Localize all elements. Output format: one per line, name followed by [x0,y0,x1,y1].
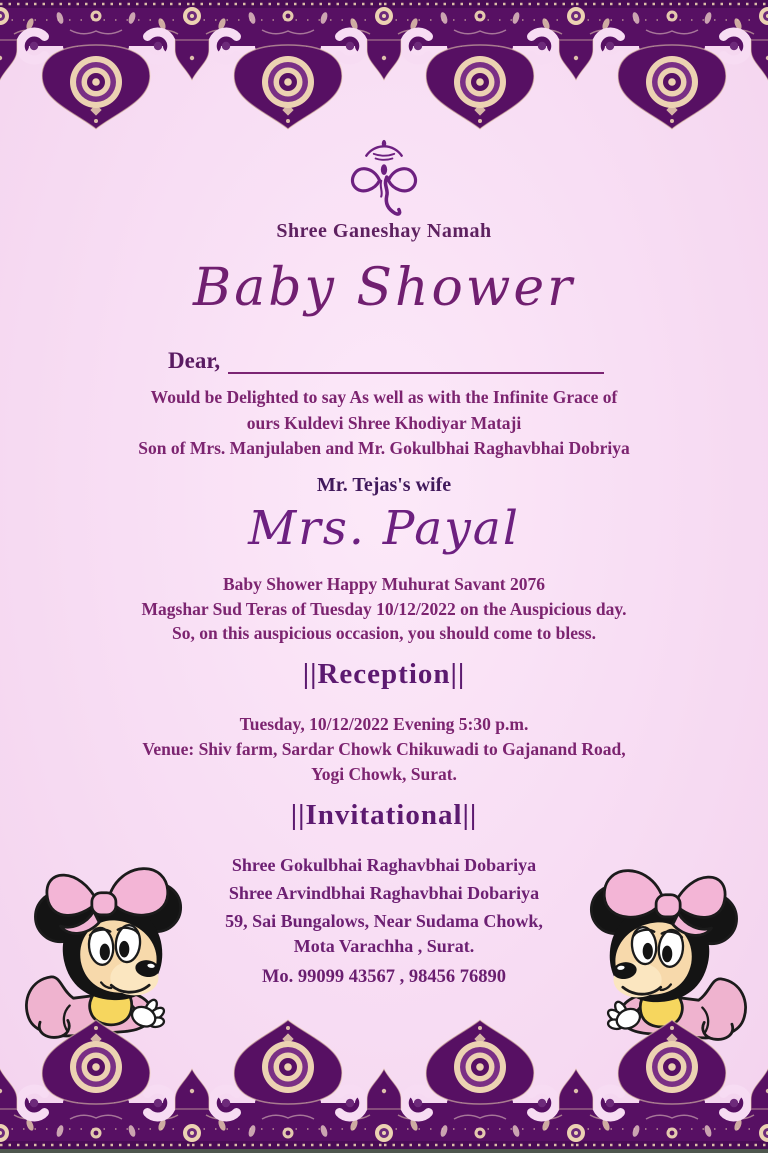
address-line-2: Mota Varachha , Surat. [293,936,475,956]
muhurat-line: Magshar Sud Teras of Tuesday 10/12/2022 on the Auspicious day. [141,598,627,619]
address-line-1: 59, Sai Bungalows, Near Sudama Chowk, [225,911,543,931]
reception-datetime: Tuesday, 10/12/2022 Evening 5:30 p.m. [239,714,529,734]
page-title: Baby Shower [193,258,575,318]
muhurat-paragraph [0,572,768,646]
contact-numbers: Mo. 99099 43567 , 98456 76890 [261,967,507,987]
intro-paragraph [0,385,768,462]
host-name-2: Shree Arvindbhai Raghavbhai Dobariya [228,883,540,903]
host-name-1: Shree Gokulbhai Raghavbhai Dobariya [231,855,537,875]
dear-label: Dear, [168,348,221,373]
ornamental-border-top-icon [0,0,768,132]
reception-details [0,712,768,786]
honoree-name: Mrs. Payal [248,501,520,556]
muhurat-line: So, on this auspicious occasion, you should come to bless. [172,623,596,643]
intro-line: Would be Delighted to say As well as with the Infinite Grace of [150,387,618,407]
muhurat-line: Baby Shower Happy Muhurat Savant 2076 [222,574,546,594]
invitational-heading: ||Invitational|| [290,799,478,831]
intro-line: Son of Mrs. Manjulaben and Mr. Gokulbhai Raghavbhai Dobriya [138,438,630,458]
name-blank-line [228,348,604,374]
salutation-row [168,348,604,374]
honoree-relation: Mr. Tejas's wife [316,474,452,496]
reception-venue-line2: Yogi Chowk, Surat. [311,763,457,784]
ganesh-icon [341,138,427,218]
reception-venue-line1: Venue: Shiv farm, Sardar Chowk Chikuwadi to Gajanand Road, [142,738,626,759]
bottom-edge-strip [0,1149,768,1153]
ornamental-border-bottom-icon [0,1017,768,1149]
reception-heading: ||Reception|| [302,658,466,690]
baby-minnie-right-icon [571,852,756,1042]
baby-minnie-left-icon [16,850,201,1040]
deity-line: Shree Ganeshay Namah [276,220,492,242]
intro-line: ours Kuldevi Shree Khodiyar Mataji [246,412,522,433]
